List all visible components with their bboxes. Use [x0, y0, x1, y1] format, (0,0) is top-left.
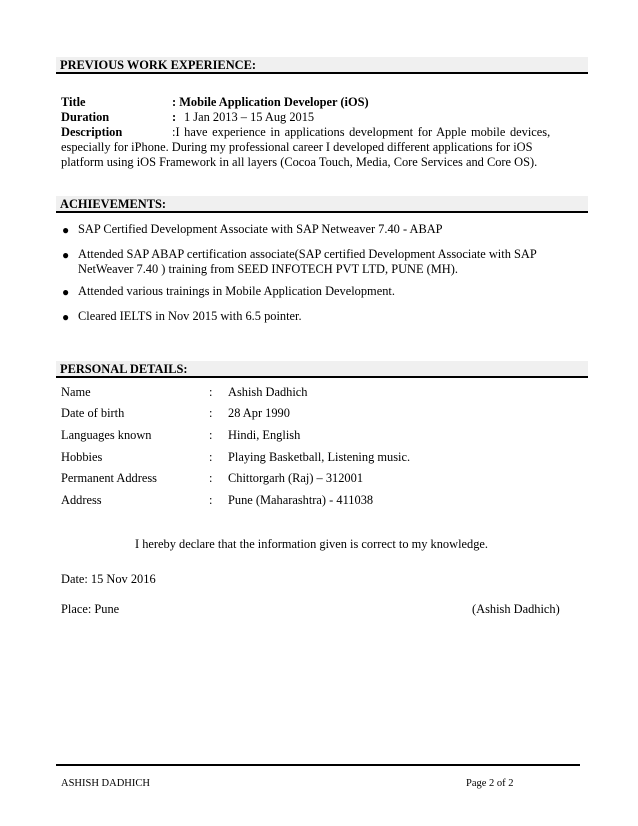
detail-colon: :	[209, 471, 213, 485]
duration-label: Duration	[61, 110, 110, 124]
bullet-icon: ●	[62, 285, 70, 299]
detail-colon: :	[209, 385, 213, 399]
footer-name: ASHISH DADHICH	[61, 778, 150, 789]
declaration-text: I hereby declare that the information given is correct to my knowledge.	[135, 537, 489, 551]
detail-label-permanent-address: Permanent Address	[61, 471, 158, 485]
achievement-item-continuation: NetWeaver 7.40 ) training from SEED INFOTECH PVT LTD, PUNE (MH).	[78, 262, 458, 276]
personal-details-heading: PERSONAL DETAILS:	[56, 361, 588, 378]
date-line: Date: 15 Nov 2016	[61, 572, 156, 586]
duration-value: 1 Jan 2013 – 15 Aug 2015	[184, 110, 315, 124]
work-experience-heading: PREVIOUS WORK EXPERIENCE:	[56, 57, 588, 74]
detail-value-permanent-address: Chittorgarh (Raj) – 312001	[228, 471, 364, 485]
description-line-1: :I have experience in applications development for Apple mobile devices,	[172, 125, 551, 139]
description-line-3: platform using iOS Framework in all layers (Cocoa Touch, Media, Core Services and Core OS).	[61, 155, 538, 169]
detail-colon: :	[209, 450, 213, 464]
detail-value-hobbies: Playing Basketball, Listening music.	[228, 450, 411, 464]
detail-label-name: Name	[61, 385, 91, 399]
description-label: Description	[61, 125, 123, 139]
footer-page-number: Page 2 of 2	[466, 778, 514, 789]
title-value: : Mobile Application Developer (iOS)	[172, 95, 369, 109]
detail-colon: :	[209, 428, 213, 442]
detail-label-hobbies: Hobbies	[61, 450, 103, 464]
detail-value-name: Ashish Dadhich	[228, 385, 308, 399]
title-label: Title	[61, 95, 86, 109]
place-line: Place: Pune	[61, 602, 120, 616]
bullet-icon: ●	[62, 223, 70, 237]
detail-label-languages: Languages known	[61, 428, 152, 442]
detail-colon: :	[209, 406, 213, 420]
bullet-icon: ●	[62, 310, 70, 324]
detail-label-address: Address	[61, 493, 102, 507]
detail-label-dob: Date of birth	[61, 406, 125, 420]
achievements-heading: ACHIEVEMENTS:	[56, 196, 588, 213]
description-line-2: especially for iPhone. During my professional career I developed different applications for iOS	[61, 140, 533, 154]
signature-name: (Ashish Dadhich)	[472, 602, 560, 616]
detail-value-languages: Hindi, English	[228, 428, 301, 442]
duration-colon: :	[172, 110, 177, 124]
footer-divider	[56, 764, 580, 766]
achievement-item: Cleared IELTS in Nov 2015 with 6.5 pointer.	[78, 309, 302, 323]
achievement-item: Attended SAP ABAP certification associate(SAP certified Development Associate with SAP	[78, 247, 537, 261]
detail-value-address: Pune (Maharashtra) - 411038	[228, 493, 374, 507]
achievement-item: Attended various trainings in Mobile Application Development.	[78, 284, 395, 298]
achievement-item: SAP Certified Development Associate with SAP Netweaver 7.40 - ABAP	[78, 222, 443, 236]
detail-colon: :	[209, 493, 213, 507]
detail-value-dob: 28 Apr 1990	[228, 406, 290, 420]
bullet-icon: ●	[62, 248, 70, 262]
